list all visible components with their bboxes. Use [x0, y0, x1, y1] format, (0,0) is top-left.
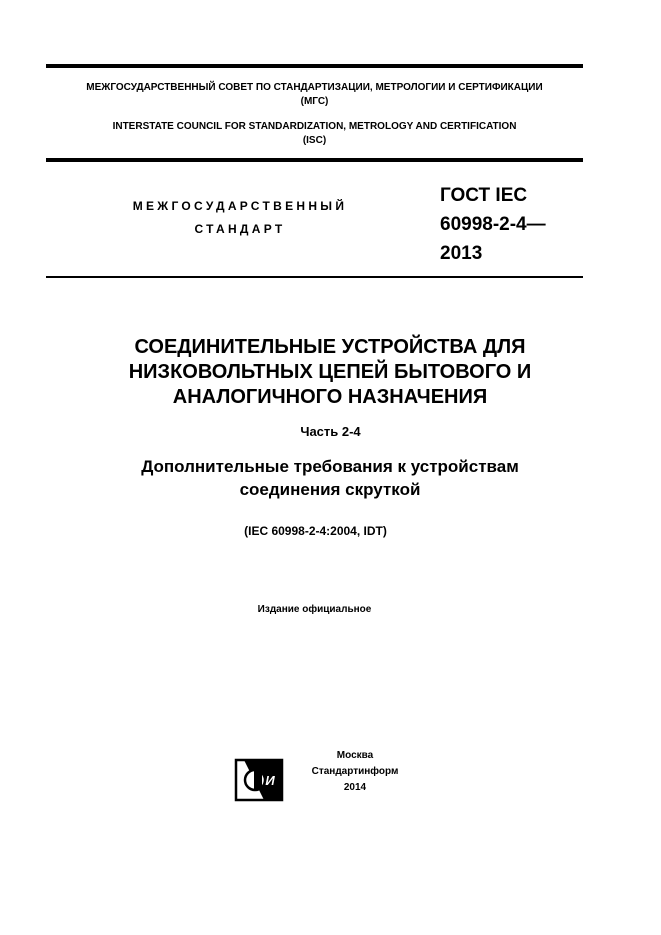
council-en-name: INTERSTATE COUNCIL FOR STANDARDIZATION, METROLOGY AND CERTIFICATION: [112, 121, 517, 132]
iec-reference: (IEC 60998-2-4:2004, IDT): [244, 524, 387, 538]
document-subtitle-line2: соединения скруткой: [239, 480, 421, 499]
council-ru-abbr: (МГС): [300, 96, 329, 107]
document-title-line1: СОЕДИНИТЕЛЬНЫЕ УСТРОЙСТВА ДЛЯ: [134, 336, 526, 358]
publisher-year: 2014: [343, 782, 367, 793]
document-title-line2: НИЗКОВОЛЬТНЫХ ЦЕПЕЙ БЫТОВОГО И: [128, 361, 532, 383]
gost-number-line2: 60998-2-4—: [440, 214, 546, 235]
council-en-abbr: (ISC): [302, 135, 327, 146]
council-ru-name: МЕЖГОСУДАРСТВЕННЫЙ СОВЕТ ПО СТАНДАРТИЗАЦИИ, МЕТРОЛОГИИ И СЕРТИФИКАЦИИ: [86, 82, 543, 93]
svg-text:И: И: [265, 773, 275, 788]
gost-number-line1: ГОСТ IEC: [440, 185, 528, 206]
standard-bottom-rule: [46, 276, 583, 278]
document-subtitle-line1: Дополнительные требования к устройствам: [141, 457, 519, 476]
document-title-line3: АНАЛОГИЧНОГО НАЗНАЧЕНИЯ: [172, 386, 488, 408]
standard-label-line1: МЕЖГОСУДАРСТВЕННЫЙ: [132, 199, 348, 213]
publisher-name: Стандартинформ: [311, 766, 399, 777]
gost-number-line3: 2013: [440, 243, 483, 264]
document-part: Часть 2-4: [300, 424, 361, 439]
standartinform-logo-icon: [234, 752, 286, 804]
council-bottom-rule: [46, 158, 583, 162]
publisher-city: Москва: [336, 750, 374, 761]
edition-note: Издание официальное: [257, 604, 372, 615]
top-rule: [46, 64, 583, 68]
standard-label-line2: СТАНДАРТ: [194, 222, 286, 236]
